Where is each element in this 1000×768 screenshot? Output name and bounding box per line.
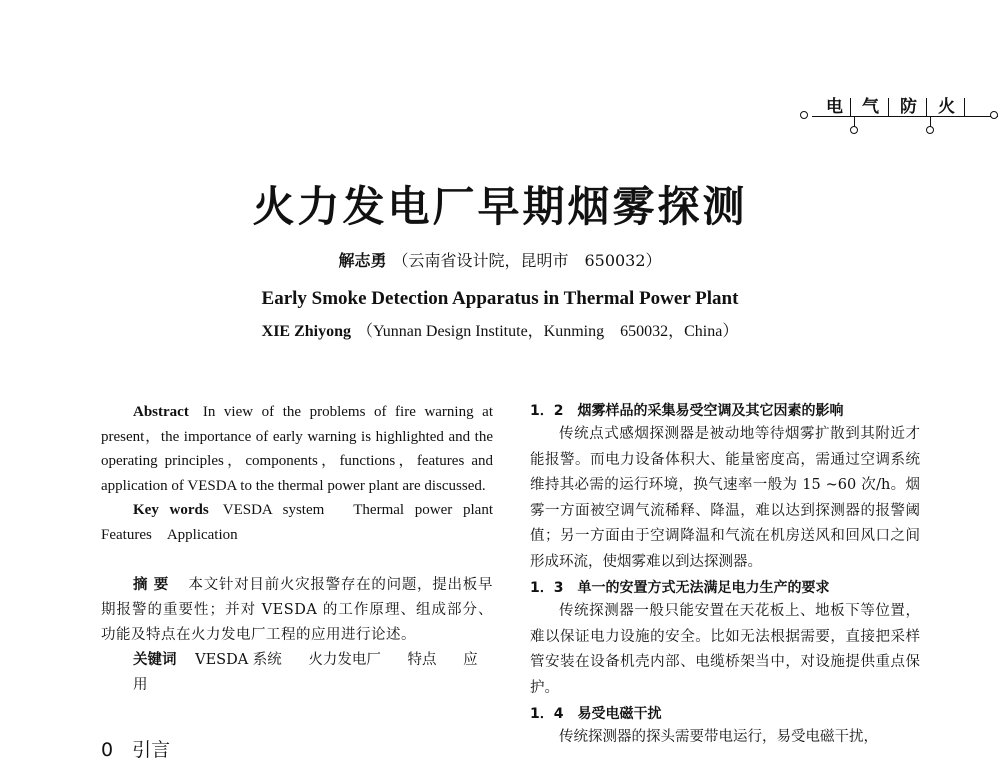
section-paragraph: 传统点式感烟探测器是被动地等待烟雾扩散到其附近才能报警。而电力设备体积大、能量密度高，需通过空调系统维持其必需的运行环境，换气速率一般为 15 ~60 次/h。烟雾一方面被空调气流稀释、降温，难以达到探测器的报警阈值；另一方面由于空调降温和气流在机房送风和回风口之间形成环流，使烟雾难以到达探测器。 — [530, 426, 920, 570]
tag-char: 防 — [900, 97, 917, 117]
english-title: Early Smoke Detection Apparatus in Thermal Power Plant — [261, 288, 739, 309]
tag-char: 电 — [826, 97, 843, 117]
abstract-cn-text: 本文针对目前火灾报警存在的问题，提出板早期报警的重要性；并对 VESDA 的工作原理、组成部分、功能及特点在火力发电厂工程的应用进行论述。 — [101, 577, 494, 643]
keywords-cn — [101, 648, 493, 698]
author-en: XIE Zhiyong — [261, 323, 352, 340]
abstract-en-text: In view of the problems of fire warning at present，the importance of early warning is highlighted and the operating principles，components，functions，features and application of VESDA to the thermal power plant are discussed. — [101, 404, 493, 494]
byline-en — [0, 318, 1000, 341]
tag-ring-icon — [990, 111, 998, 119]
keywords-en-text: VESDA system Thermal power plant Features Application — [101, 502, 509, 543]
column-tag — [800, 88, 1000, 148]
keywords-en — [101, 498, 509, 547]
abstract-en — [101, 400, 493, 498]
tag-ring-icon — [926, 126, 934, 134]
keywords-cn-label: 关键词 — [133, 652, 177, 668]
right-column — [530, 400, 920, 753]
section-paragraph: 传统探测器一般只能安置在天花板上、地板下等位置，难以保证电力设施的安全。比如无法根据需要，直接把采样管安装在设备机壳内部、电缆桥架当中，对设施提供重点保护。 — [530, 603, 920, 696]
section-paragraph: 传统探测器的探头需要带电运行，易受电磁干扰， — [559, 729, 878, 745]
section-heading: 1．4 易受电磁干扰 — [530, 706, 662, 722]
byline-cn — [0, 248, 1000, 271]
tag-ring-icon — [800, 111, 808, 119]
abstract-en-label: Abstract — [133, 404, 189, 420]
section-heading: 1．3 单一的安置方式无法满足电力生产的要求 — [530, 580, 830, 596]
page-title: 火力发电厂早期烟雾探测 — [252, 182, 748, 231]
keyword-term: 特点 — [407, 652, 437, 668]
affiliation-cn: （云南省设计院，昆明市 650032） — [392, 251, 662, 270]
affiliation-en: （Yunnan Design Institute，Kunming 650032，China） — [357, 323, 739, 340]
section-heading: 1．2 烟雾样品的采集易受空调及其它因素的影响 — [530, 403, 844, 419]
keyword-term: VESDA 系统 — [195, 652, 282, 668]
keyword-term: 应用 — [133, 652, 478, 693]
tag-ring-icon — [850, 126, 858, 134]
keyword-term: 火力发电厂 — [308, 652, 381, 668]
intro-heading: 0 引言 — [101, 739, 171, 761]
abstract-cn-label: 摘要 — [133, 577, 175, 593]
tag-char: 气 — [862, 97, 879, 117]
left-column — [101, 400, 509, 698]
tag-divider — [964, 98, 965, 116]
tag-char: 火 — [938, 97, 955, 117]
author-cn: 解志勇 — [338, 251, 387, 270]
abstract-cn — [101, 573, 493, 648]
keywords-en-label: Key words — [133, 502, 209, 518]
tag-divider — [926, 98, 927, 116]
tag-divider — [850, 98, 851, 116]
tag-divider — [888, 98, 889, 116]
